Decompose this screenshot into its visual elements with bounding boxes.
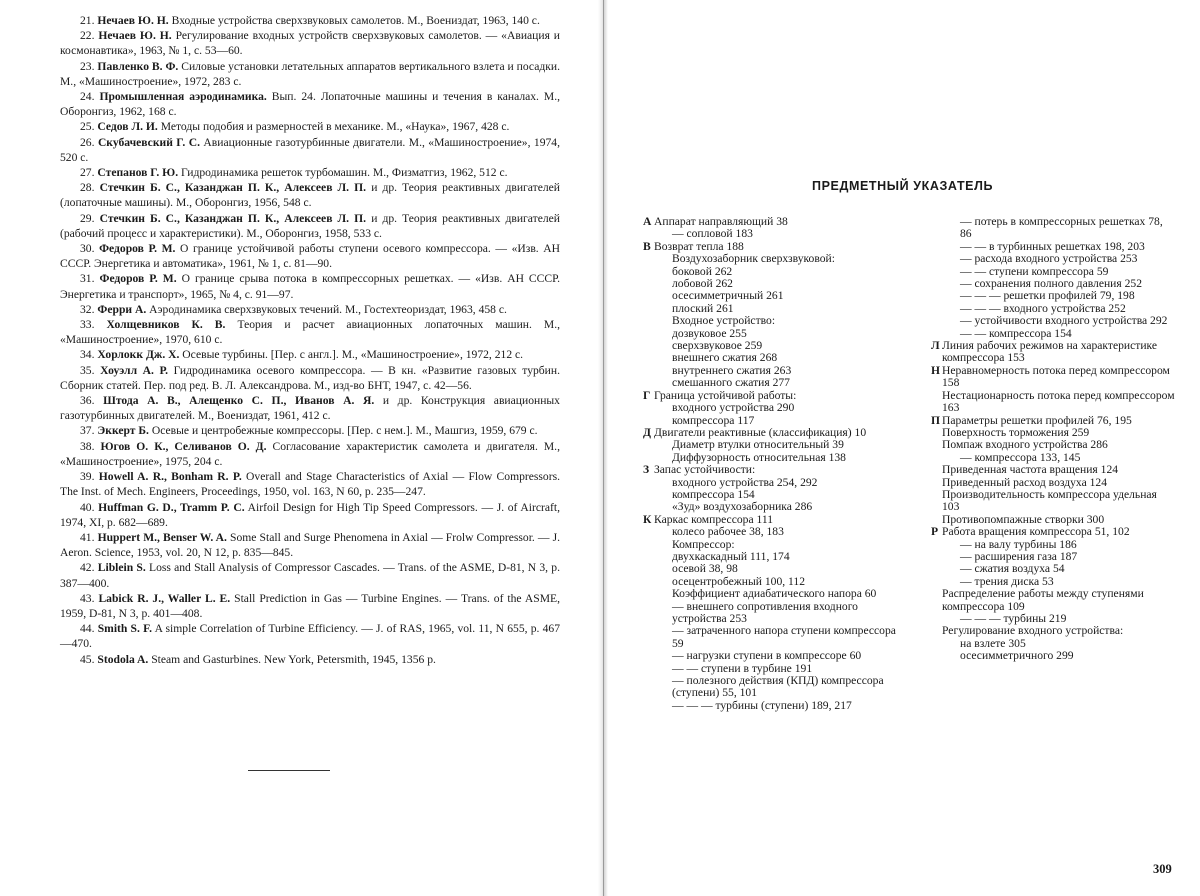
index-entry-text: плоский 261 bbox=[672, 301, 734, 315]
reference-text: и др. Конструкция авиационных газотурбинных двигателей. М., Воениздат, 1961, 412 с. bbox=[60, 394, 560, 423]
index-entry-text: Регулирование входного устройства: bbox=[942, 624, 1124, 638]
reference-text: Согласование характеристик самолета и двигателя. М., «Машиностроение», 1975, 204 с. bbox=[60, 439, 560, 468]
index-entry-text: — внешнего сопротивления входного устройства 253 bbox=[672, 599, 858, 625]
reference-entry bbox=[60, 180, 560, 210]
reference-number: 34. bbox=[80, 348, 95, 362]
index-entry-text: — — ступени компрессора 59 bbox=[960, 264, 1109, 278]
index-letter: А bbox=[643, 215, 652, 228]
reference-author: Эккерт Б. bbox=[97, 424, 149, 438]
index-entry-text: Распределение работы между ступенями компрессора 109 bbox=[942, 587, 1144, 613]
reference-number: 27. bbox=[80, 166, 95, 180]
reference-author: Huppert M., Benser W. A. bbox=[97, 530, 227, 544]
gutter-fold bbox=[603, 0, 604, 896]
index-entry-text: Помпаж входного устройства 286 bbox=[942, 438, 1108, 452]
reference-number: 23. bbox=[80, 59, 95, 73]
index-entry-text: Неравномерность потока перед компрессором 158 bbox=[942, 363, 1170, 390]
reference-number: 21. bbox=[80, 14, 95, 27]
reference-number: 25. bbox=[80, 120, 95, 134]
index-entry-text: — — ступени в турбине 191 bbox=[672, 661, 813, 675]
index-entry-text: — сопловой 183 bbox=[672, 227, 753, 241]
reference-entry bbox=[60, 28, 560, 58]
reference-author: Хорлокк Дж. Х. bbox=[97, 348, 180, 362]
index-entry bbox=[654, 601, 896, 626]
reference-text: Гидродинамика осевого компрессора. — В кн. «Развитие газовых турбин. Сборник статей. Пер. под ред. В. Л. Александрова. М., изд-во БНТ, 1947, с. 42—56. bbox=[60, 363, 560, 392]
reference-number: 41. bbox=[80, 530, 95, 544]
reference-author: Smith S. F. bbox=[97, 622, 153, 636]
reference-number: 43. bbox=[80, 591, 95, 605]
reference-text: Аэродинамика сверхзвуковых течений. М., Гостехтеориздат, 1963, 458 с. bbox=[149, 302, 507, 316]
reference-author: Стечкин Б. С., Казанджан П. К., Алексеев Л. П. bbox=[99, 211, 367, 225]
index-entry-text: колесо рабочее 38, 183 bbox=[672, 525, 784, 539]
index-entry-text: — сжатия воздуха 54 bbox=[960, 562, 1065, 576]
reference-text: и др. Теория реактивных двигателей (рабочий процесс и характеристики). М., Оборонгиз, 1958, 533 с. bbox=[60, 211, 560, 240]
index-entry bbox=[942, 216, 1176, 241]
reference-author: Нечаев Ю. Н. bbox=[97, 14, 169, 27]
index-entry-text: двухкаскадный 111, 174 bbox=[672, 549, 790, 563]
reference-text: Гидродинамика решеток турбомашин. М., Физматгиз, 1962, 512 с. bbox=[181, 166, 508, 180]
index-entry-text: Работа вращения компрессора 51, 102 bbox=[942, 525, 1130, 539]
index-entry-text: — затраченного напора ступени компрессора 59 bbox=[672, 624, 896, 650]
index-entry-text: — — — решетки профилей 79, 198 bbox=[960, 289, 1135, 303]
index-entry-text: — расширения газа 187 bbox=[960, 549, 1078, 563]
reference-entry bbox=[60, 59, 560, 89]
reference-entry bbox=[60, 530, 560, 560]
index-entry-text: — расхода входного устройства 253 bbox=[960, 252, 1138, 266]
index-entry-text: «Зуд» воздухозаборника 286 bbox=[672, 500, 813, 514]
index-entry bbox=[942, 489, 1176, 514]
reference-entry bbox=[60, 347, 560, 362]
index-entry-text: компрессора 117 bbox=[672, 413, 755, 427]
reference-author: Федоров Р. М. bbox=[99, 272, 177, 286]
index-entry-text: Коэффициент адиабатического напора 60 bbox=[672, 587, 877, 601]
index-entry-text: сверхзвуковое 259 bbox=[672, 339, 763, 353]
index-entry bbox=[654, 700, 896, 712]
index-entry-text: Приведенный расход воздуха 124 bbox=[942, 475, 1108, 489]
page-number: 309 bbox=[1153, 862, 1172, 876]
index-entry-text: — — в турбинных решетках 198, 203 bbox=[960, 239, 1145, 253]
reference-text: Методы подобия и размерностей в механике. М., «Наука», 1967, 428 с. bbox=[160, 120, 510, 134]
reference-text: Входные устройства сверхзвуковых самолетов. М., Воениздат, 1963, 140 с. bbox=[171, 14, 540, 27]
index-entry bbox=[942, 650, 1176, 662]
index-entry-text: — трения диска 53 bbox=[960, 574, 1054, 588]
reference-text: Осевые и центробежные компрессоры. [Пер. с нем.]. М., Машгиз, 1959, 679 с. bbox=[151, 424, 538, 438]
index-entry-text: компрессора 154 bbox=[672, 487, 755, 501]
index-letter: Д bbox=[643, 425, 651, 439]
reference-author: Промышленная аэродинамика. bbox=[99, 90, 267, 104]
index-entry-text: — компрессора 133, 145 bbox=[960, 450, 1081, 464]
reference-author: Седов Л. И. bbox=[97, 120, 158, 134]
reference-number: 28. bbox=[80, 181, 95, 195]
index-entry-text: Воздухозаборник сверхзвуковой: bbox=[672, 252, 835, 266]
reference-author: Howell A. R., Bonham R. P. bbox=[98, 470, 242, 484]
reference-entry bbox=[60, 211, 560, 241]
reference-entry bbox=[60, 500, 560, 530]
reference-number: 30. bbox=[80, 242, 95, 256]
reference-text: Overall and Stage Characteristics of Axial — Flow Compressors. The Inst. of Mech. Engineers, Proceedings, 1950, vol. 163, N 60, p. 235—247. bbox=[60, 470, 560, 499]
index-entry-text: осесимметричный 261 bbox=[672, 289, 784, 303]
reference-author: Штода А. В., Алещенко С. П., Иванов А. Я. bbox=[103, 394, 375, 408]
index-entry bbox=[931, 363, 1176, 390]
index-entry bbox=[931, 339, 1176, 365]
reference-text: Loss and Stall Analysis of Compressor Cascades. — Trans. of the ASME, D-81, N 3, p. 387—400. bbox=[60, 561, 560, 590]
index-entry-text: входного устройства 290 bbox=[672, 401, 795, 415]
index-title: ПРЕДМЕТНЫЙ УКАЗАТЕЛЬ bbox=[812, 179, 994, 193]
reference-author: Павленко В. Ф. bbox=[97, 59, 179, 73]
index-entry-text: Нестационарность потока перед компрессором 163 bbox=[942, 388, 1175, 415]
reference-entry bbox=[60, 302, 560, 317]
index-entry-text: осецентробежный 100, 112 bbox=[672, 574, 806, 588]
index-entry-text: Противопомпажные створки 300 bbox=[942, 512, 1105, 526]
index-entry-text: Диффузорность относительная 138 bbox=[672, 450, 846, 464]
index-entry-text: Каркас компрессора 111 bbox=[654, 512, 774, 526]
reference-author: Скубачевский Г. С. bbox=[97, 135, 200, 149]
index-entry-text: Поверхность торможения 259 bbox=[942, 425, 1090, 439]
index-entry-text: Запас устойчивости: bbox=[654, 463, 756, 477]
reference-number: 44. bbox=[80, 622, 95, 636]
reference-entry bbox=[60, 621, 560, 651]
index-letter: П bbox=[931, 413, 941, 427]
index-entry-text: на взлете 305 bbox=[960, 636, 1026, 650]
reference-author: Liblein S. bbox=[97, 561, 146, 575]
index-entry-text: Линия рабочих режимов на характеристике компрессора 153 bbox=[942, 339, 1158, 365]
index-entry-text: осесимметричного 299 bbox=[960, 649, 1074, 663]
index-entry-text: Аппарат направляющий 38 bbox=[654, 215, 788, 228]
index-entry-text: Граница устойчивой работы: bbox=[654, 388, 797, 402]
reference-text: Авиационные газотурбинные двигатели. М., «Машиностроение», 1974, 520 с. bbox=[60, 135, 560, 164]
index-entry bbox=[654, 675, 896, 700]
reference-author: Степанов Г. Ю. bbox=[97, 166, 179, 180]
index-entry-text: — — — турбины (ступени) 189, 217 bbox=[672, 698, 852, 712]
index-entry-text: — — — входного устройства 252 bbox=[960, 301, 1126, 315]
reference-text: A simple Correlation of Turbine Efficiency. — J. of RAS, 1965, vol. 11, N 655, p. 467—470. bbox=[60, 622, 561, 651]
index-entry-text: смешанного сжатия 277 bbox=[672, 376, 790, 390]
reference-entry bbox=[60, 439, 560, 469]
reference-number: 35. bbox=[80, 363, 95, 377]
reference-author: Холщевников К. В. bbox=[106, 318, 226, 332]
index-entry-text: боковой 262 bbox=[672, 264, 733, 278]
index-column-2 bbox=[931, 215, 1176, 663]
index-letter: К bbox=[643, 512, 652, 526]
reference-entry bbox=[60, 119, 560, 134]
index-entry-text: — устойчивости входного устройства 292 bbox=[960, 314, 1168, 328]
bibliography-list bbox=[60, 13, 560, 667]
index-entry-text: — — компрессора 154 bbox=[960, 326, 1072, 340]
index-entry-text: лобовой 262 bbox=[672, 277, 733, 291]
index-entry-text: Приведенная частота вращения 124 bbox=[942, 463, 1119, 477]
index-entry bbox=[942, 588, 1176, 613]
index-entry-text: входного устройства 254, 292 bbox=[672, 475, 818, 489]
reference-entry bbox=[60, 135, 560, 165]
index-column-1 bbox=[643, 215, 896, 712]
reference-number: 32. bbox=[80, 302, 95, 316]
reference-text: Airfoil Design for High Tip Speed Compressors. — J. of Aircraft, 1974, XI, p. 682—689. bbox=[60, 500, 560, 529]
index-entry-text: Входное устройство: bbox=[672, 314, 776, 328]
reference-author: Labick R. J., Waller L. E. bbox=[98, 591, 231, 605]
index-entry-text: — на валу турбины 186 bbox=[960, 537, 1077, 551]
reference-number: 39. bbox=[80, 470, 95, 484]
index-letter: З bbox=[643, 463, 650, 477]
reference-entry bbox=[60, 363, 560, 393]
index-entry-text: Двигатели реактивные (классификация) 10 bbox=[654, 425, 867, 439]
reference-text: О границе срыва потока в компрессорных решетках. — «Изв. АН СССР. Энергетика и транспорт», 1965, № 4, с. 91—97. bbox=[60, 272, 561, 301]
index-entry-text: — — — турбины 219 bbox=[960, 612, 1067, 625]
reference-author: Федоров Р. М. bbox=[99, 242, 176, 256]
reference-entry bbox=[60, 317, 560, 347]
reference-number: 42. bbox=[80, 561, 95, 575]
reference-text: О границе устойчивой работы ступени осевого компрессора. — «Изв. АН СССР. Энергетика и автоматика», 1961, № 1, с. 81—90. bbox=[60, 242, 561, 271]
reference-text: Вып. 24. Лопаточные машины и течения в каналах. М., Оборонгиз, 1962, 168 с. bbox=[60, 90, 561, 119]
reference-number: 37. bbox=[80, 424, 95, 438]
reference-entry bbox=[60, 241, 560, 271]
index-entry-text: Производительность компрессора удельная 103 bbox=[942, 487, 1157, 514]
reference-number: 22. bbox=[80, 29, 95, 43]
reference-number: 33. bbox=[80, 318, 95, 332]
reference-text: Теория и расчет авиационных лопаточных машин. М., «Машиностроение», 1970, 610 с. bbox=[60, 318, 560, 347]
reference-text: Steam and Gasturbines. New York, Petersmith, 1945, 1356 p. bbox=[151, 652, 436, 666]
reference-author: Ферри А. bbox=[97, 302, 147, 316]
reference-number: 29. bbox=[80, 211, 95, 225]
reference-entry bbox=[60, 271, 560, 301]
reference-author: Хоуэлл А. Р. bbox=[100, 363, 169, 377]
reference-text: Регулирование входных устройств сверхзвуковых самолетов. — «Авиация и космонавтика», 1963, № 1, с. 53—60. bbox=[60, 29, 561, 58]
index-entry bbox=[654, 625, 896, 650]
reference-entry bbox=[60, 423, 560, 438]
reference-entry bbox=[60, 560, 560, 590]
reference-text: Stall Prediction in Gas — Turbine Engines. — Trans. of the ASME, 1959, D-81, N 3, p. 401—408. bbox=[60, 591, 560, 620]
reference-entry bbox=[60, 165, 560, 180]
reference-entry bbox=[60, 469, 560, 499]
index-entry-text: Параметры решетки профилей 76, 195 bbox=[942, 413, 1132, 427]
index-letter: Л bbox=[931, 339, 940, 353]
reference-number: 36. bbox=[80, 394, 95, 408]
index-letter: Г bbox=[643, 388, 651, 402]
reference-number: 40. bbox=[80, 500, 95, 514]
index-letter: Р bbox=[931, 525, 939, 539]
index-entry-text: — потерь в компрессорных решетках 78, 86 bbox=[960, 215, 1163, 241]
index-entry-text: Возврат тепла 188 bbox=[654, 239, 744, 253]
reference-author: Стечкин Б. С., Казанджан П. К., Алексеев Л. П. bbox=[99, 181, 367, 195]
index-entry-text: — полезного действия (КПД) компрессора (ступени) 55, 101 bbox=[672, 674, 884, 700]
index-entry-text: внешнего сжатия 268 bbox=[672, 351, 778, 365]
reference-entry bbox=[60, 13, 560, 28]
reference-author: Югов О. К., Селиванов О. Д. bbox=[100, 439, 267, 453]
reference-text: Силовые установки летательных аппаратов вертикального взлета и посадки. М., «Машиностроение», 1972, 283 с. bbox=[60, 59, 560, 88]
index-letter: Н bbox=[931, 363, 941, 377]
reference-entry bbox=[60, 89, 560, 119]
reference-number: 24. bbox=[80, 90, 95, 104]
index-entry-text: внутреннего сжатия 263 bbox=[672, 363, 792, 377]
index-entry-text: осевой 38, 98 bbox=[672, 562, 738, 576]
reference-number: 26. bbox=[80, 135, 95, 149]
index-letter: В bbox=[643, 239, 651, 253]
reference-entry bbox=[60, 652, 560, 667]
reference-text: Some Stall and Surge Phenomena in Axial — Frolw Compressor. — J. Aeron. Science, 1953, vol. 20, N 12, p. 835—845. bbox=[60, 530, 561, 560]
end-rule bbox=[248, 770, 330, 771]
reference-entry bbox=[60, 393, 560, 423]
reference-entry bbox=[60, 591, 560, 621]
index-entry-text: — нагрузки ступени в компрессоре 60 bbox=[672, 649, 862, 663]
reference-number: 45. bbox=[80, 652, 95, 666]
index-entry-text: Компрессор: bbox=[672, 537, 735, 551]
reference-number: 31. bbox=[80, 272, 95, 286]
index-entry-text: — сохранения полного давления 252 bbox=[960, 277, 1143, 291]
index-entry bbox=[942, 390, 1176, 415]
index-entry-text: дозвуковое 255 bbox=[672, 326, 747, 340]
reference-text: и др. Теория реактивных двигателей (лопаточные машины). М., Оборонгиз, 1956, 548 с. bbox=[60, 181, 560, 210]
reference-author: Huffman G. D., Tramm P. C. bbox=[98, 500, 245, 514]
reference-number: 38. bbox=[80, 439, 95, 453]
reference-author: Нечаев Ю. Н. bbox=[98, 29, 172, 43]
reference-text: Осевые турбины. [Пер. с англ.]. М., «Машиностроение», 1972, 212 с. bbox=[182, 348, 524, 362]
index-entry-text: Диаметр втулки относительный 39 bbox=[672, 438, 844, 452]
reference-author: Stodola A. bbox=[97, 652, 149, 666]
